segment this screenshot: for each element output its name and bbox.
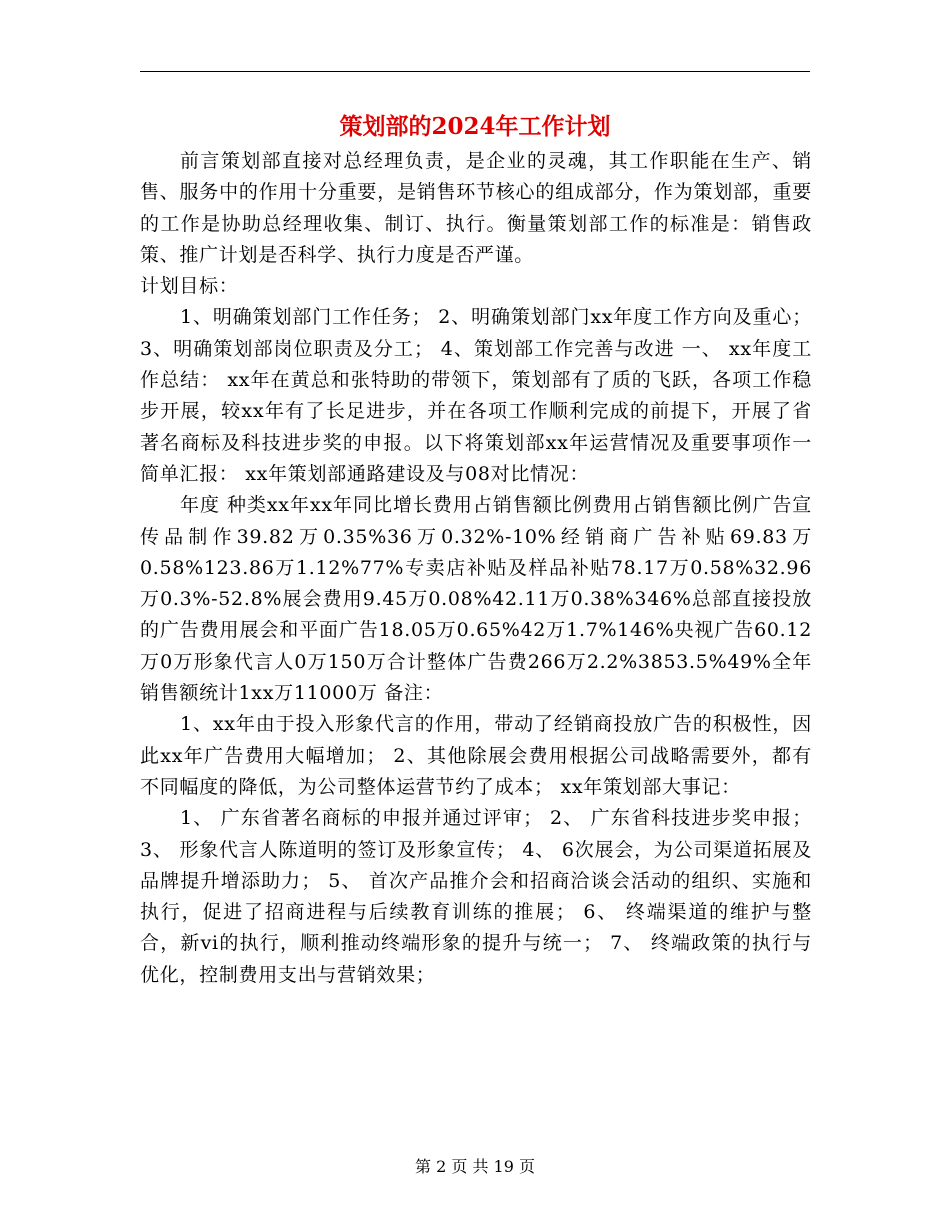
paragraph-major-events: 1、 广东省著名商标的申报并通过评审； 2、 广东省科技进步奖申报； 3、 形象代言人陈道明的签订及形象宣传； 4、 6次展会，为公司渠道拓展及品牌提升增添助力； 5、 首次产品推介会和招商洽谈会活动的组织、实施和执行，促进了招商进程与后续教育训练的推展； 6、 终端渠道的维护与整合，新vi的执行，顺利推动终端形象的提升与统一； 7、 终端政策的执行与优化，控制费用支出与营销效果； bbox=[140, 807, 812, 986]
document-body bbox=[140, 146, 812, 991]
paragraph-expense-comparison: 年度 种类xx年xx年同比增长费用占销售额比例费用占销售额比例广告宣传品制作39.82万0.35%36万0.32%-10%经销商广告补贴69.83万0.58%123.86万1.12%77%专卖店补贴及样品补贴78.17万0.58%32.96万0.3%-52.8%展会费用9.45万0.08%42.11万0.38%346%总部直接投放的广告费用展会和平面广告18.05万0.65%42万1.7%146%央视广告60.12万0万形象代言人0万150万合计整体广告费266万2.2%3853.5%49%全年销售额统计1xx万11000万 备注： bbox=[140, 494, 812, 705]
paragraph-preface: 前言策划部直接对总经理负责，是企业的灵魂，其工作职能在生产、销售、服务中的作用十分重要，是销售环节核心的组成部分，作为策划部，重要的工作是协助总经理收集、制订、执行。衡量策划部工作的标准是：销售政策、推广计划是否科学、执行力度是否严谨。 bbox=[140, 150, 812, 266]
document-title: 策划部的2024年工作计划 bbox=[339, 113, 611, 140]
paragraph-plan-goals-heading: 计划目标： bbox=[140, 275, 239, 298]
page-number-footer: 第 2 页 共 19 页 bbox=[415, 1157, 535, 1176]
header-rule bbox=[140, 71, 810, 72]
paragraph-goals-summary: 1、明确策划部门工作任务； 2、明确策划部门xx年度工作方向及重心； 3、明确策划部岗位职责及分工； 4、策划部工作完善与改进 一、 xx年度工作总结： xx年在黄总和张特助的带领下，策划部有了质的飞跃，各项工作稳步开展，较xx年有了长足进步，并在各项工作顺利完成的前提下，开展了省著名商标及科技进步奖的申报。以下将策划部xx年运营情况及重要事项作一简单汇报： xx年策划部通路建设及与08对比情况： bbox=[140, 306, 812, 485]
paragraph-remarks: 1、xx年由于投入形象代言的作用，带动了经销商投放广告的积极性，因此xx年广告费用大幅增加； 2、其他除展会费用根据公司战略需要外，都有不同幅度的降低，为公司整体运营节约了成本； xx年策划部大事记： bbox=[140, 713, 812, 798]
